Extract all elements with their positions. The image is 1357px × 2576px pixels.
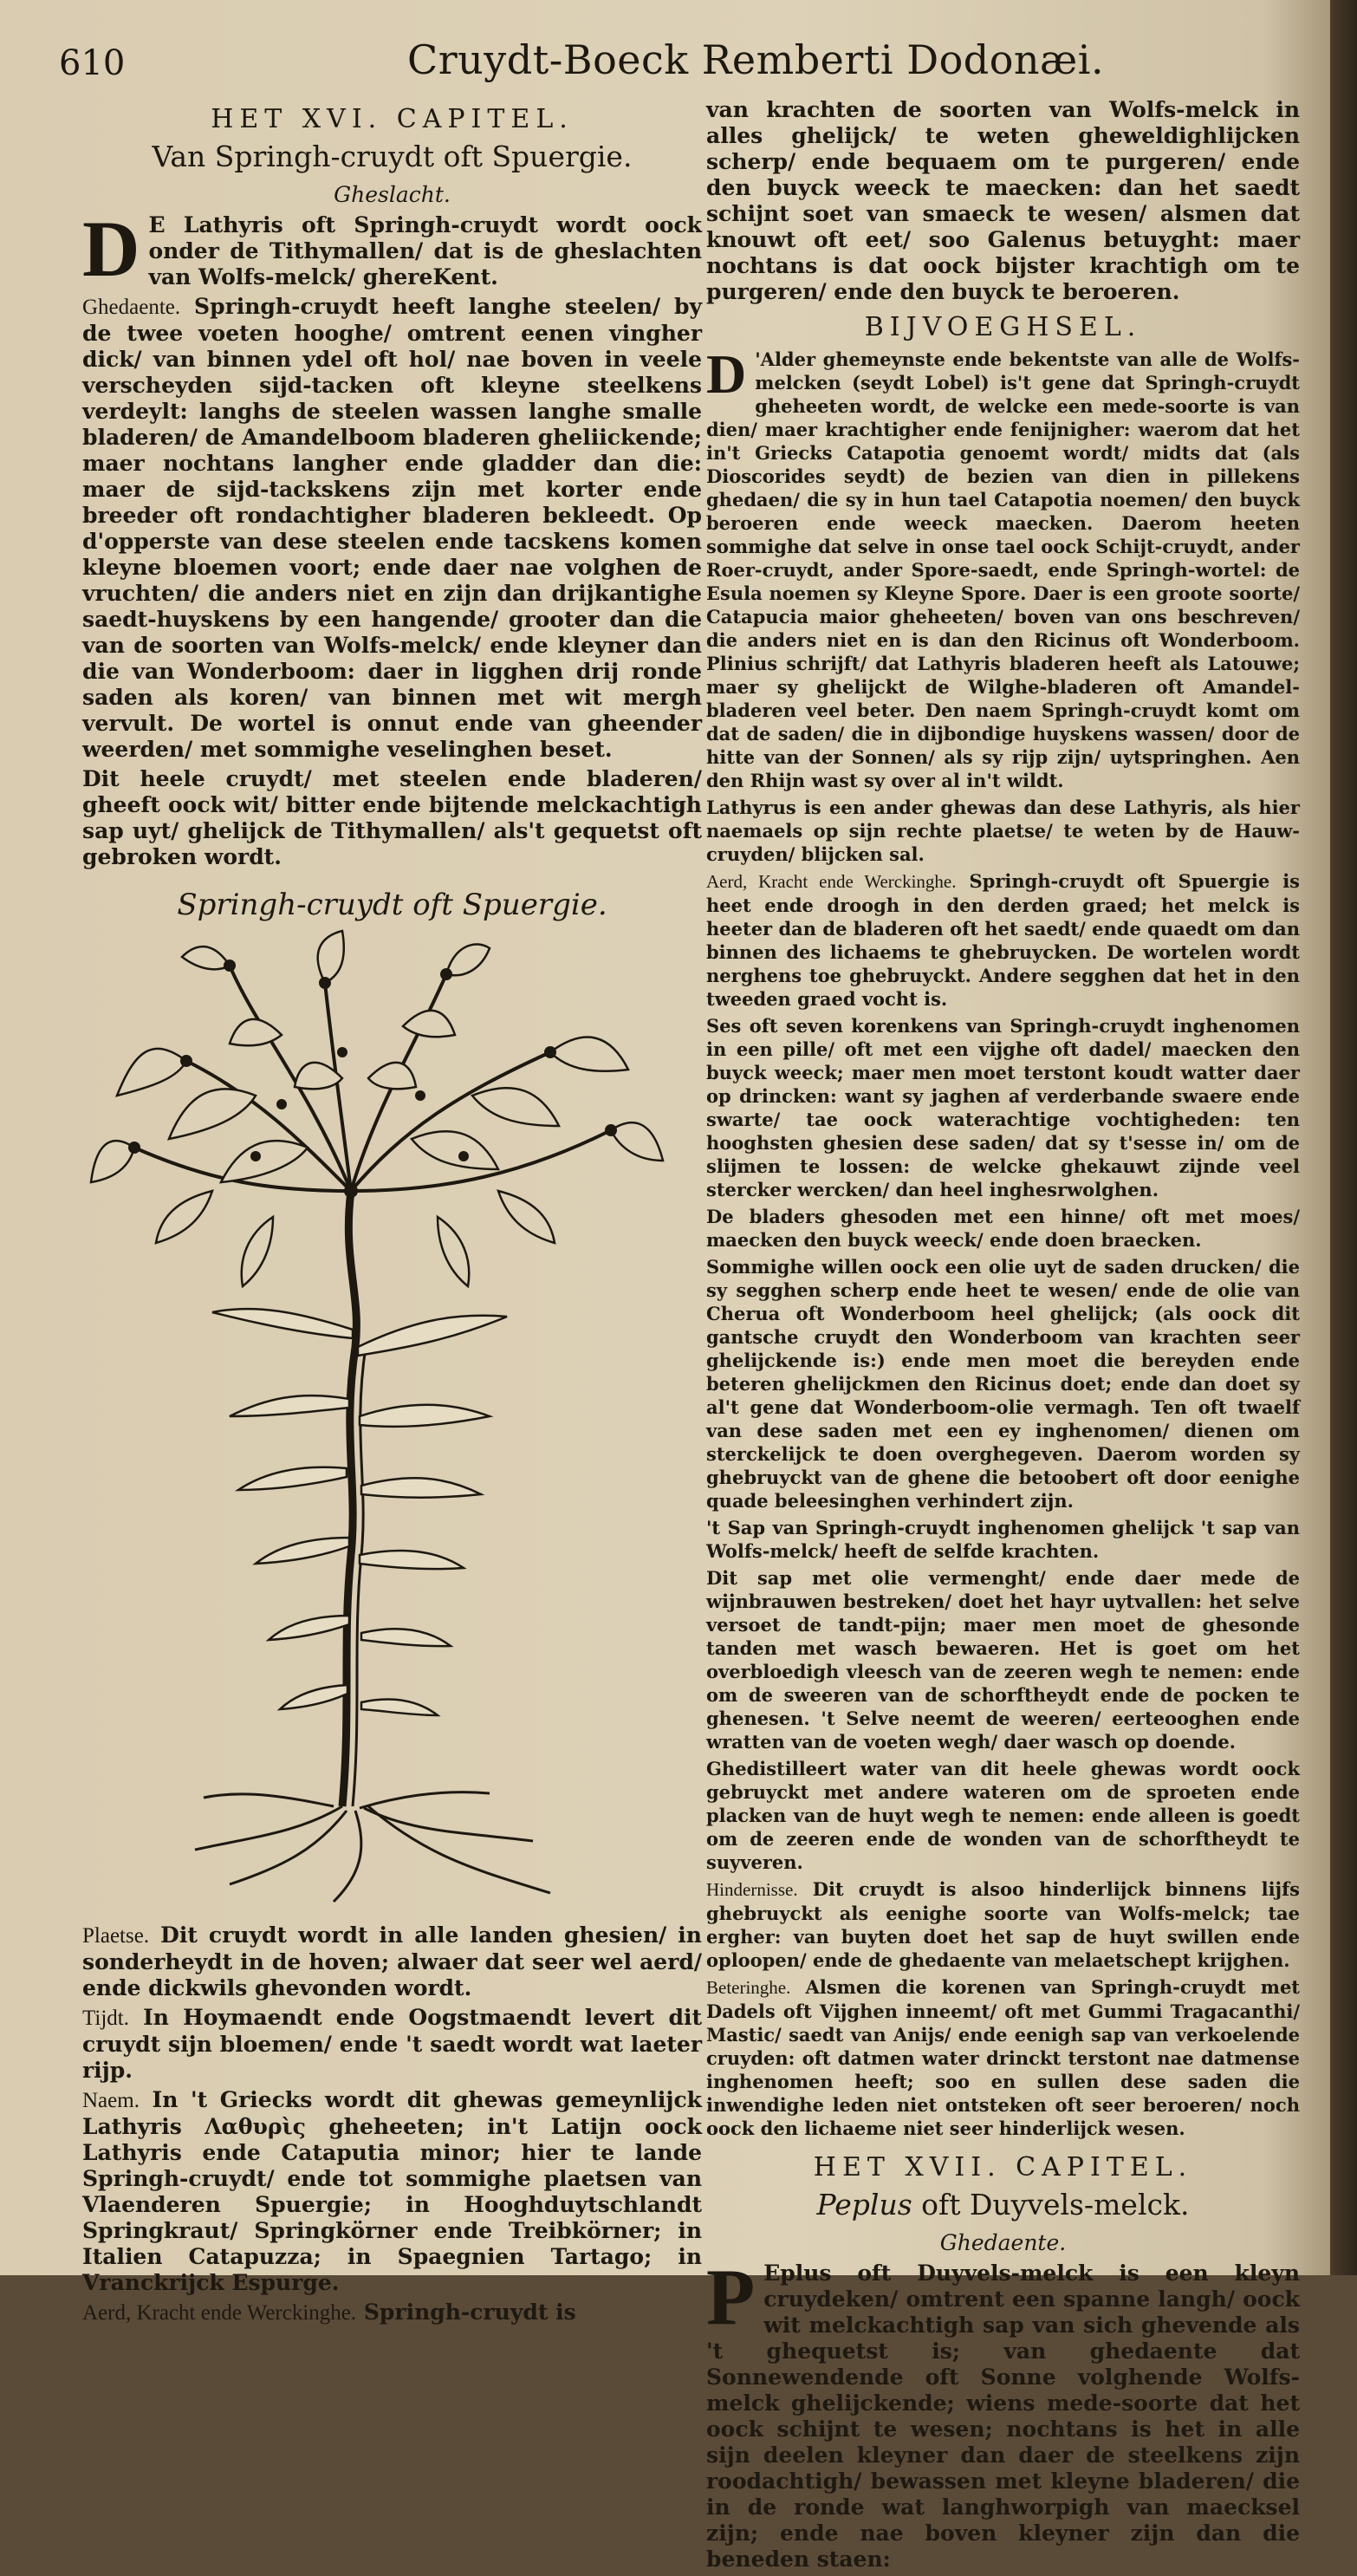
running-head xyxy=(0,33,1330,85)
margin-label: Hindernisse. xyxy=(706,1879,798,1900)
paragraph-sommighe: Sommighe willen oock een olie uyt de saden drucken/ die sy segghen scherp ende heet te wesen/ ende de olie van Cherua oft Wonderboom heel ghelijck; (als oock dit gantsche cruydt den Wonderboom van krachten seer ghelijckende is:) ende men moet die bereyden ende beteren ghelijckmen den Ricinus doet; ende dan doet sy al't gene dat Wonderboom-olie vermagh. Ten oft twaelf van dese saden met een ey inghenomen/ dienen om sterckelijck te doen overghegeven. Daerom worden sy ghebruyckt van de ghene die betoobert oft door eenighe quade beleesinghen verhindert zijn. xyxy=(706,1256,1300,1512)
paragraph-hindernisse xyxy=(706,1877,1300,1972)
chapter-title-italic: Peplus xyxy=(816,2188,912,2221)
paragraph-plaetse xyxy=(82,1922,702,2001)
drop-cap: D xyxy=(82,205,140,293)
paragraph-text: Dit cruydt wordt in alle landen ghesien/ in sonderheydt in de hoven; alwaer dat seer wel aerd/ ende dickwils ghevonden wordt. xyxy=(82,1922,702,2000)
margin-label: Tijdt. xyxy=(82,2007,129,2030)
chapter-heading: HET XVI. CAPITEL. xyxy=(211,104,574,134)
paragraph-sap: 't Sap van Springh-cruydt inghenomen ghelijck 't sap van Wolfs-melck/ heeft de selfde krachten. xyxy=(706,1517,1300,1562)
margin-label: Aerd, Kracht ende Werckinghe. xyxy=(706,871,957,892)
figure-caption: Springh-cruydt oft Spuergie. xyxy=(177,888,607,922)
drop-cap: P xyxy=(706,2253,756,2341)
paragraph-text: Springh-cruydt heeft langhe steelen/ by de twee voeten hooghe/ omtrent eenen vingher dick/ van binnen ydel oft hol/ nae boven in veele verscheyden sijd-tacken oft kleyne steelkens verdeylt: langhs de steelen wassen langhe smalle bladeren/ de Amandelboom bladeren gheliickende; maer nochtans langher ende gladder dan die: maer de sijd-tackskens zijn met korter ende breeder oft rondachtigher bladeren bekleedt. Op d'opperste van dese steelen ende tacskens komen kleyne bloemen voort; ende daer nae volghen de vruchten/ die anders niet en zijn dan drijkantighe saedt-huyskens by een hangende/ grooter dan die van de soorten van Wolfs-melck/ ende kleyner dan die van Wonderboom: daer in ligghen drij ronde saden als koren/ van binnen met wit mergh vervult. De wortel is onnut ende van gheender weerden/ met sommighe veselinghen beset. xyxy=(82,294,702,762)
paragraph-text: Springh-cruydt oft Spuergie is heet ende droogh in den derden graed; het melck is heeter dan de bladeren oft het saedt/ ende quaedt om dan binnen des lichaems te ghebruycken. De wortelen wordt nerghens toe ghebruyckt. Andere segghen dat het in den tweeden graed vocht is. xyxy=(706,870,1301,1010)
paragraph-text: Dit cruydt is alsoo hinderlijck binnens lijfs ghebruyckt als eenighe soorte van Wolfs-melck; tae ergher: van buyten doet het sap de huyt swillen ende oploopen/ ende de ghedaente van melaetschept krijghen. xyxy=(706,1878,1300,1971)
paragraph-naem xyxy=(82,2087,702,2296)
paragraph-ditsap: Dit sap met olie vermenght/ ende daer mede de wijnbrauwen bestreken/ doet het hayr uytvallen: het selve versoet de tandt-pijn; maer men moet de ghesonde tanden met wasch bewaeren. Het is goet om het overbloedigh vleesch van de zeeren wegh te nemen: ende om de sweeren van de schorftheydt ende de pocken te ghenesen. 't Selve neemt de weeren/ eerteooghen ende wratten van de voeten wegh/ daer wasch op doende. xyxy=(706,1567,1300,1753)
paragraph-text: 'Alder ghemeynste ende bekentste van alle de Wolfs-melcken (seydt Lobel) is't gene dat Springh-cruydt gheheeten wordt, de welcke een mede-soorte is van dien/ maer krachtigher ende fenijnigher: waerom dat het in't Griecks Catapotia genoemt wordt/ midts dat (als Dioscorides seydt) de bezien van dien in pillekens ghedaen/ die sy in hun tael Catapotia noemen/ den buyck beroeren ende weeck maecken. Daerom heeten sommighe dat selve in onse tael oock Schijt-cruydt, ander Roer-cruydt, ander Spore-saedt, ende Springh-wortel: de Esula noemen sy Kleyne Spore. Daer is een groote soorte/ Catapucia maior gheheeten/ boven van ons beschreven/ die anders niet en is dan den Ricinus oft Wonderboom. Plinius schrijft/ dat Lathyris bladeren heeft als Latouwe; maer sy ghelijckt de Wilghe-bladeren oft Amandel-bladeren veel beter. Den naem Springh-cruydt komt om dat de saden/ die in dijbondige huyskens wassen/ door de hitte van der Sonnen/ als sy rijp zijn/ uytspringhen. Aen den Rhijn wast sy over al in't wildt. xyxy=(706,348,1300,791)
margin-label: Ghedaente. xyxy=(82,296,181,319)
chapter-heading-xvii: HET XVII. CAPITEL. xyxy=(813,2152,1193,2182)
page-number: 610 xyxy=(59,43,126,83)
paragraph-aerd xyxy=(82,2300,702,2326)
paragraph-geslacht xyxy=(82,205,702,293)
chapter-title-rest: oft Duyvels-melck. xyxy=(912,2188,1190,2221)
paragraph-ghedaente xyxy=(82,294,702,763)
right-column xyxy=(706,97,1300,2576)
plant-woodcut-illustration xyxy=(82,931,702,1910)
paragraph-peplus xyxy=(706,2253,1300,2573)
margin-label: Beteringhe. xyxy=(706,1977,791,1998)
paragraph-text: Alsmen die korenen van Springh-cruydt met Dadels oft Vijghen inneemt/ oft met Gummi Tragacanthi/ Mastic/ saedt van Anijs/ ende eenigh sap van verkoelende cruyden: oft datmen water drinckt terstont nae datmense inghenomen heeft; soo en sullen dese saden die inwendighe leden niet ontsteken oft seer beroeren/ noch oock den lichaeme niet seer hinderlijck wesen. xyxy=(706,1976,1301,2139)
paragraph-beteringhe xyxy=(706,1975,1300,2140)
paragraph-bijvoeghsel xyxy=(706,343,1300,792)
chapter-title: Van Springh-cruydt oft Spuergie. xyxy=(152,140,633,173)
paragraph-text: E Lathyris oft Springh-cruydt wordt oock onder de Tithymallen/ dat is de gheslachten van Wolfs-melck/ ghereKent. xyxy=(148,212,702,289)
paragraph-text: Springh-cruydt is xyxy=(363,2300,576,2325)
chapter-title-xvii xyxy=(706,2188,1300,2221)
paragraph-lathyrus: Lathyrus is een ander ghewas dan dese Lathyris, als hier naemaels op sijn rechte plaetse/ te weten by de Hauw-cruyden/ blijcken sal. xyxy=(706,797,1300,865)
paragraph-sesoft: Ses oft seven korenkens van Springh-cruydt inghenomen in een pille/ oft met een vijghe oft dadel/ maecken den buyck weeck; maer men moet terstont koudt watter daer op drincken: want sy jaghen af verderbande swaere ende swarte/ tae oock waterachtige vochtigheden: ten hooghsten ghesien dese saden/ dat sy t'sesse in/ om de slijmen te lossen: de welcke ghekauwt zijnde veel stercker wercken/ dan heel inghesrwolghen. xyxy=(706,1015,1300,1200)
paragraph-intro: van krachten de soorten van Wolfs-melck in alles ghelijck/ te weten gheweldighlijcken scherp/ ende bequaem om te purgeren/ ende den buyck weeck te maecken: dan het saedt schijnt soet van smaeck te wesen/ alsmen dat knouwt oft eet/ soo Galenus betuyght: maer nochtans is dat oock bijster krachtigh om te purgeren/ ende den buyck te beroeren. xyxy=(706,97,1300,304)
book-binding-edge xyxy=(1330,0,1357,2275)
left-column xyxy=(82,97,702,2330)
margin-label: Aerd, Kracht ende Werckinghe. xyxy=(82,2301,357,2325)
paragraph-text: In 't Griecks wordt dit ghewas gemeynlijck Lathyris Λαθυρὶς gheheeten; in't Latijn oock Lathyris ende Cataputia minor; hier te lande Springh-cruydt/ ende tot sommighe plaetsen van Vlaenderen Spuergie; in Hooghduytschlandt Springkraut/ Springkörner ende Treibkörner; in Italien Catapuzza; in Spaegnien Tartago; in Vranckrijck Espurge. xyxy=(82,2087,702,2295)
paragraph-sap: Dit heele cruydt/ met steelen ende bladeren/ gheeft oock wit/ bitter ende bijtende melckachtigh sap uyt/ ghelijck de Tithymallen/ als't gequetst oft gebroken wordt. xyxy=(82,766,702,869)
margin-label: Plaetse. xyxy=(82,1924,150,1948)
section-heading-ghedaente: Ghedaente. xyxy=(939,2230,1067,2255)
paragraph-tijdt xyxy=(82,2005,702,2084)
paragraph-ghedistilleert: Ghedistilleert water van dit heele ghewas wordt oock gebruyckt met andere wateren om de sproeten ende placken van de huyt wegh te nemen: ende alleen is goedt om de zeeren ende de wonden van de schorftheydt te suyveren. xyxy=(706,1758,1300,1873)
drop-cap: D xyxy=(706,343,747,405)
section-heading-geslacht: Gheslacht. xyxy=(334,182,451,207)
paragraph-aerd xyxy=(706,869,1300,1011)
bijvoeghsel-heading: BIJVOEGHSEL. xyxy=(864,312,1142,342)
margin-label: Naem. xyxy=(82,2089,140,2112)
paragraph-text: In Hoymaendt ende Oogstmaendt levert dit cruydt sijn bloemen/ ende 't saedt wordt wat laeter rijp. xyxy=(82,2005,702,2083)
paragraph-text: Eplus oft Duyvels-melck is een kleyn cruydeken/ omtrent een spanne langh/ oock wit melckachtigh sap van sich ghevende als 't ghequetst is; van ghedaente dat Sonnewendende oft Sonne volghende Wolfs-melck ghelijckende; wiens mede-soorte dat het oock schijnt te wesen; nochtans is het in alle sijn deelen kleyner dan daer de steelkens zijn roodachtigh/ bewassen met kleyne bladeren/ die in de ronde wat langhworpigh van maecksel zijn; ende nae boven kleyner zijn dan die beneden staen: xyxy=(706,2261,1300,2572)
running-title: Cruydt-Boeck Remberti Dodonæi. xyxy=(407,36,1105,83)
paragraph-bladers: De bladers ghesoden met een hinne/ oft met moes/ maecken den buyck weeck/ ende doen braecken. xyxy=(706,1206,1300,1251)
